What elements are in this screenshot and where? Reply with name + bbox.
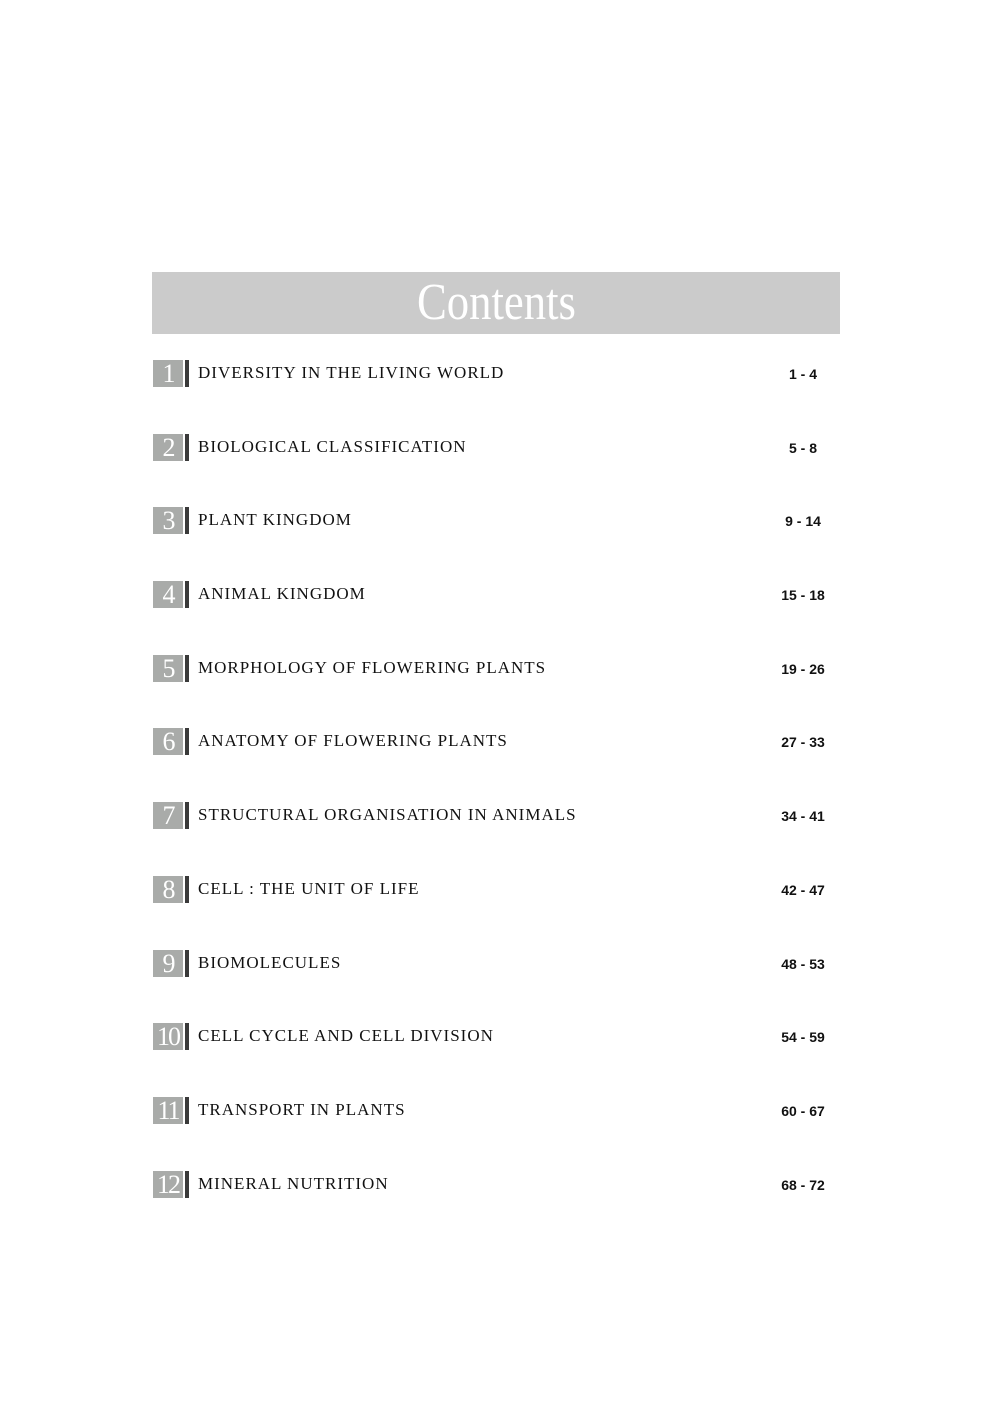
chapter-number: 1 <box>153 360 183 387</box>
chapter-number-badge <box>153 434 189 461</box>
toc-entry[interactable] <box>152 358 840 432</box>
toc-entry[interactable] <box>152 1095 840 1169</box>
chapter-page-range: 9 - 14 <box>785 513 821 530</box>
badge-bar <box>185 802 189 829</box>
chapter-title: MORPHOLOGY OF FLOWERING PLANTS <box>198 657 547 677</box>
chapter-number: 9 <box>153 950 183 977</box>
chapter-number: 6 <box>153 728 183 755</box>
chapter-page-range: 60 - 67 <box>781 1102 825 1119</box>
toc-entry[interactable] <box>152 432 840 506</box>
chapter-number-badge <box>153 360 189 387</box>
badge-bar <box>185 434 189 461</box>
chapter-title: ANATOMY OF FLOWERING PLANTS <box>198 731 508 751</box>
chapter-number-badge <box>153 1097 189 1124</box>
chapter-number: 11 <box>153 1097 183 1124</box>
chapter-number: 3 <box>153 507 183 534</box>
badge-bar <box>185 507 189 534</box>
badge-bar <box>185 1097 189 1124</box>
chapter-number-badge <box>153 728 189 755</box>
chapter-page-range: 1 - 4 <box>788 366 817 382</box>
badge-bar <box>185 1023 189 1050</box>
chapter-title: TRANSPORT IN PLANTS <box>198 1099 406 1119</box>
toc-entry[interactable] <box>152 874 840 948</box>
chapter-number-badge <box>153 1171 189 1198</box>
chapter-page-range: 54 - 59 <box>781 1029 825 1046</box>
chapter-title: CELL : THE UNIT OF LIFE <box>198 878 420 898</box>
chapter-number: 8 <box>153 876 183 903</box>
toc-entry[interactable] <box>152 579 840 653</box>
chapter-number-badge <box>153 1023 189 1050</box>
chapter-page-range: 42 - 47 <box>781 881 825 898</box>
chapter-page-range: 5 - 8 <box>788 439 817 456</box>
badge-bar <box>185 1171 189 1198</box>
chapter-number-badge <box>153 876 189 903</box>
page-title: Contents <box>416 274 576 331</box>
chapter-number-badge <box>153 581 189 608</box>
chapter-number-badge <box>153 507 189 534</box>
chapter-number: 10 <box>153 1023 183 1050</box>
chapter-title: ANIMAL KINGDOM <box>198 584 366 604</box>
badge-bar <box>185 728 189 755</box>
badge-bar <box>185 581 189 608</box>
chapter-title: CELL CYCLE AND CELL DIVISION <box>198 1026 494 1046</box>
badge-bar <box>185 950 189 977</box>
chapter-title: PLANT KINGDOM <box>198 510 352 530</box>
chapter-page-range: 15 - 18 <box>781 587 825 604</box>
badge-bar <box>185 360 189 387</box>
toc-entry[interactable] <box>152 1021 840 1095</box>
chapter-page-range: 34 - 41 <box>781 808 825 825</box>
chapter-number: 7 <box>153 802 183 829</box>
chapter-title: STRUCTURAL ORGANISATION IN ANIMALS <box>198 805 577 825</box>
chapter-page-range: 27 - 33 <box>781 734 825 751</box>
chapter-title: MINERAL NUTRITION <box>198 1173 389 1193</box>
chapter-title: BIOMOLECULES <box>198 952 342 972</box>
chapter-number: 2 <box>153 434 183 461</box>
toc-entry[interactable] <box>152 726 840 800</box>
chapter-number: 12 <box>153 1171 183 1198</box>
toc-entry[interactable] <box>152 505 840 579</box>
badge-bar <box>185 655 189 682</box>
badge-bar <box>185 876 189 903</box>
chapter-number-badge <box>153 950 189 977</box>
toc-entry[interactable] <box>152 948 840 1022</box>
chapter-page-range: 68 - 72 <box>781 1176 825 1193</box>
toc-entry[interactable] <box>152 1169 840 1243</box>
chapter-page-range: 48 - 53 <box>781 955 825 972</box>
chapter-number-badge <box>153 655 189 682</box>
contents-banner <box>152 272 840 334</box>
chapter-title: DIVERSITY IN THE LIVING WORLD <box>198 363 505 382</box>
chapter-page-range: 19 - 26 <box>781 660 825 677</box>
toc-entry[interactable] <box>152 800 840 874</box>
chapter-number: 4 <box>153 581 183 608</box>
table-of-contents <box>152 358 840 1242</box>
toc-entry[interactable] <box>152 653 840 727</box>
chapter-number-badge <box>153 802 189 829</box>
chapter-number: 5 <box>153 655 183 682</box>
chapter-title: BIOLOGICAL CLASSIFICATION <box>198 436 467 456</box>
